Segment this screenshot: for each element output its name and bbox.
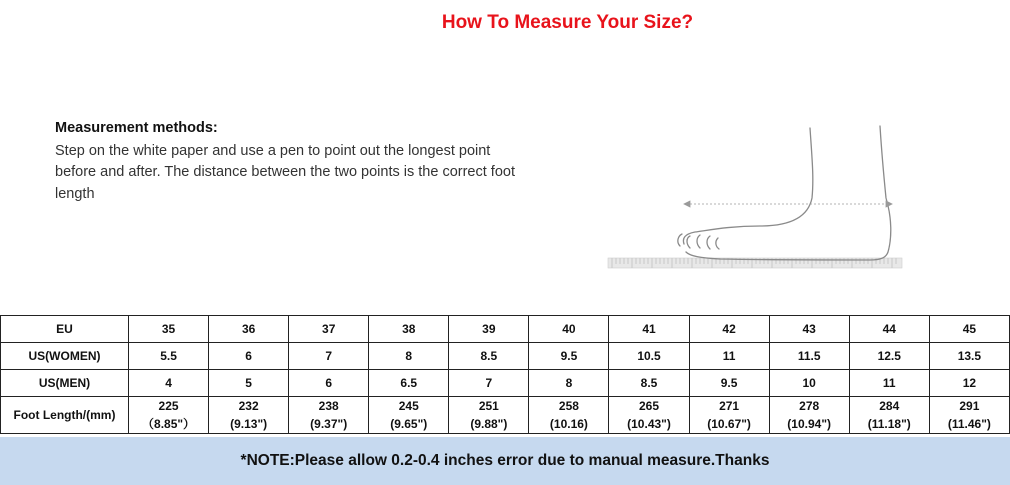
foot-length-inch: (9.65") <box>390 417 428 431</box>
foot-length-mm: 258 <box>558 399 579 413</box>
size-cell: 10.5 <box>609 343 689 370</box>
size-cell: 8.5 <box>609 370 689 397</box>
row-label: US(MEN) <box>1 370 129 397</box>
foot-length-cell <box>129 397 209 434</box>
size-cell: 43 <box>769 316 849 343</box>
foot-length-mm: 291 <box>959 399 980 413</box>
foot-length-cell <box>449 397 529 434</box>
size-cell: 6.5 <box>369 370 449 397</box>
foot-length-inch: (9.88") <box>470 417 508 431</box>
size-row <box>1 343 1010 370</box>
foot-length-inch: (9.37") <box>310 417 348 431</box>
size-cell: 8.5 <box>449 343 529 370</box>
row-label: US(WOMEN) <box>1 343 129 370</box>
size-row <box>1 370 1010 397</box>
row-label: EU <box>1 316 129 343</box>
foot-length-inch: (10.67") <box>707 417 751 431</box>
instructions-text: Step on the white paper and use a pen to point out the longest point before and after. The distance between the two points is the correct foot length <box>55 142 515 202</box>
size-cell: 5.5 <box>129 343 209 370</box>
size-cell: 5 <box>209 370 289 397</box>
size-cell: 9.5 <box>529 343 609 370</box>
foot-length-mm: 251 <box>478 399 499 413</box>
size-cell: 44 <box>849 316 929 343</box>
row-label: Foot Length/(mm) <box>1 397 129 434</box>
size-cell: 13.5 <box>929 343 1009 370</box>
foot-length-cell <box>529 397 609 434</box>
size-cell: 35 <box>129 316 209 343</box>
instructions-heading: Measurement methods: <box>55 120 218 136</box>
foot-length-inch: (11.18") <box>867 417 911 431</box>
size-cell: 11.5 <box>769 343 849 370</box>
foot-length-mm: 278 <box>799 399 820 413</box>
size-cell: 38 <box>369 316 449 343</box>
size-cell: 8 <box>369 343 449 370</box>
size-cell: 8 <box>529 370 609 397</box>
foot-length-inch: (10.16) <box>549 417 588 431</box>
foot-length-inch: (9.13") <box>230 417 268 431</box>
foot-length-mm: 284 <box>879 399 900 413</box>
foot-length-mm: 265 <box>638 399 660 413</box>
size-cell: 41 <box>609 316 689 343</box>
size-cell: 10 <box>769 370 849 397</box>
foot-length-mm: 225 <box>158 399 179 413</box>
size-cell: 6 <box>289 370 369 397</box>
page-title: How To Measure Your Size? <box>441 12 694 33</box>
foot-length-mm: 245 <box>398 399 419 413</box>
size-cell: 7 <box>449 370 529 397</box>
foot-length-cell <box>209 397 289 434</box>
size-cell: 42 <box>689 316 769 343</box>
foot-length-cell <box>609 397 689 434</box>
size-cell: 37 <box>289 316 369 343</box>
size-cell: 4 <box>129 370 209 397</box>
size-cell: 12.5 <box>849 343 929 370</box>
size-cell: 45 <box>929 316 1009 343</box>
size-cell: 11 <box>689 343 769 370</box>
foot-length-mm: 238 <box>318 399 339 413</box>
foot-length-cell <box>289 397 369 434</box>
foot-length-cell <box>849 397 929 434</box>
foot-length-inch: （8.85"） <box>142 417 196 431</box>
size-cell: 11 <box>849 370 929 397</box>
foot-length-cell <box>929 397 1009 434</box>
measurement-note: *NOTE:Please allow 0.2-0.4 inches error due to manual measure.Thanks <box>0 437 1010 485</box>
foot-length-mm: 271 <box>719 399 740 413</box>
foot-length-inch: (10.94") <box>787 417 832 431</box>
foot-length-mm: 232 <box>238 399 259 413</box>
size-cell: 36 <box>209 316 289 343</box>
size-chart-table <box>0 315 1010 434</box>
foot-icon <box>600 118 910 288</box>
size-cell: 6 <box>209 343 289 370</box>
size-row <box>1 316 1010 343</box>
foot-length-inch: (10.43") <box>627 417 671 431</box>
size-cell: 9.5 <box>689 370 769 397</box>
size-cell: 39 <box>449 316 529 343</box>
foot-measuring-illustration <box>600 118 910 288</box>
size-cell: 40 <box>529 316 609 343</box>
foot-length-cell <box>689 397 769 434</box>
foot-length-cell <box>769 397 849 434</box>
foot-length-row <box>1 397 1010 434</box>
size-cell: 12 <box>929 370 1009 397</box>
measurement-instructions <box>55 118 525 205</box>
size-cell: 7 <box>289 343 369 370</box>
foot-length-inch: (11.46") <box>947 417 991 431</box>
foot-length-cell <box>369 397 449 434</box>
